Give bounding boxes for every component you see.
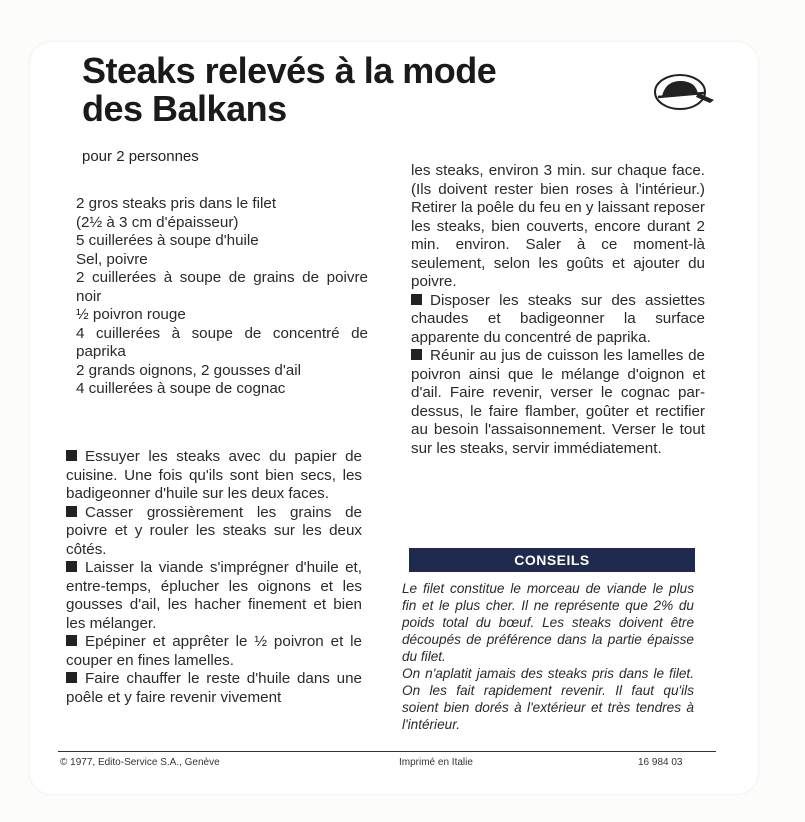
- ingredient-item: 4 cuillerées à soupe de cognac: [76, 380, 286, 397]
- conseils-heading: CONSEILS: [409, 548, 695, 572]
- ingredient-item: 2 cuillerées à soupe de grains de poivre noir: [76, 269, 368, 305]
- bullet-square-icon: [66, 672, 77, 683]
- recipe-title: [82, 52, 496, 128]
- ingredient-item: (2½ à 3 cm d'épaisseur): [76, 213, 239, 231]
- servings: pour 2 personnes: [82, 148, 199, 165]
- ingredient-item: 4 cuillerées à soupe de concentré de paprika: [76, 324, 368, 360]
- step-text: Disposer les steaks sur des assiettes chaudes et badigeonner la surface apparente du concentré de paprika.: [411, 291, 705, 346]
- step-continued: [411, 162, 705, 292]
- bullet-square-icon: [411, 294, 422, 305]
- step: [66, 633, 362, 670]
- ingredient-item: 2 grands oignons, 2 gousses d'ail: [76, 361, 301, 379]
- conseil-paragraph: Le filet constitue le morceau de viande le plus fin et le plus cher. Il ne représente que 2% du poids total du bœuf. Les steaks doivent être découpés de préférence dans la partie épaisse du filet.: [402, 581, 694, 664]
- card-code: 16 984 03: [638, 757, 683, 768]
- step-text: Faire chauffer le reste d'huile dans une poêle et y faire revenir vivement: [66, 670, 362, 706]
- step: [66, 448, 362, 504]
- ingredient-item: Sel, poivre: [76, 250, 148, 268]
- ingredient-list: [76, 195, 368, 399]
- conseils-text: [402, 580, 694, 733]
- step-text: Réunir au jus de cuisson les lamelles de poivron ainsi que le mélange d'oignon et d'ail. Faire revenir, verser le cognac par-dessus, le faire flamber, goûter et rectifier au besoin l'assaisonnement. Verser le tout sur les steaks, servir immédiatement.: [411, 347, 705, 457]
- title-line-1: Steaks relevés à la mode: [82, 50, 497, 91]
- step-text: Casser grossièrement les grains de poivre et y rouler les steaks sur les deux côtés.: [66, 503, 362, 558]
- copyright: © 1977, Edito-Service S.A., Genève: [60, 757, 220, 768]
- step: [411, 347, 705, 458]
- cooking-pot-icon: [652, 70, 716, 114]
- bullet-square-icon: [66, 450, 77, 461]
- title-line-2: des Balkans: [82, 88, 287, 129]
- steps-column-left: [66, 448, 362, 707]
- footer-divider: [58, 751, 716, 752]
- bullet-square-icon: [66, 635, 77, 646]
- step: [66, 559, 362, 633]
- step: [411, 292, 705, 348]
- bullet-square-icon: [66, 561, 77, 572]
- bullet-square-icon: [411, 349, 422, 360]
- ingredient-item: 2 gros steaks pris dans le filet: [76, 195, 277, 212]
- step-text: Laisser la viande s'imprégner d'huile et, entre-temps, éplucher les oignons et les gousses d'ail, les hacher finement et bien les mélanger.: [66, 559, 362, 632]
- bullet-square-icon: [66, 506, 77, 517]
- ingredient-item: ½ poivron rouge: [76, 306, 186, 323]
- step-text: Epépiner et apprêter le ½ poivron et le couper en fines lamelles.: [66, 633, 362, 669]
- ingredient-item: 5 cuillerées à soupe d'huile: [76, 232, 259, 249]
- step-text: Essuyer les steaks avec du papier de cuisine. Une fois qu'ils sont bien secs, les badigeonner d'huile sur les deux faces.: [66, 448, 362, 502]
- step-text: les steaks, environ 3 min. sur chaque face. (Ils doivent rester bien roses à l'intérieur.) Retirer la poêle du feu en y laissant reposer les steaks, bien couverts, encore durant 2 min. environ. Saler à ce moment-là seulement, selon les goûts et ajouter du poivre.: [411, 162, 705, 290]
- conseil-paragraph: On n'aplatit jamais des steaks pris dans le filet. On les fait rapidement revenir. Il faut qu'ils soient bien dorés à l'extérieur et très tendres à l'intérieur.: [402, 666, 694, 732]
- step: [66, 504, 362, 560]
- steps-column-right: [411, 162, 705, 458]
- step: [66, 670, 362, 707]
- printed-in: Imprimé en Italie: [399, 757, 473, 768]
